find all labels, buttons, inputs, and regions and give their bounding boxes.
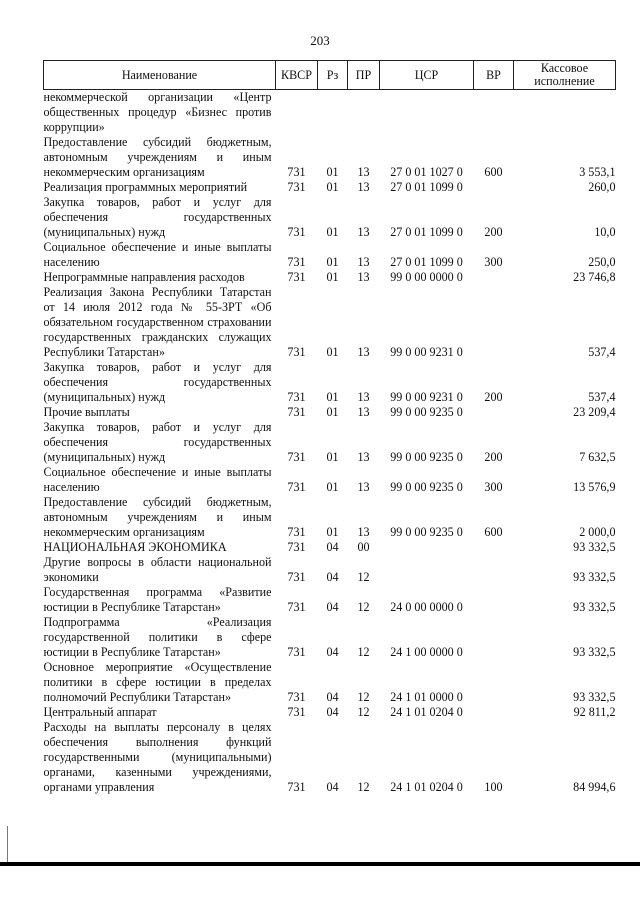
cell-csr: 27 0 01 1099 0 [390, 225, 463, 239]
cell-pr: 12 [357, 570, 370, 584]
cell-csr: 99 0 00 9231 0 [390, 390, 463, 404]
cell-amount: 93 332,5 [573, 645, 616, 659]
table-row [44, 195, 616, 240]
cell-pr: 12 [357, 645, 370, 659]
cell-name: Государственная программа «Развитие юстиции в Республике Татарстан» [43, 585, 272, 614]
cell-vr: 300 [484, 480, 503, 494]
cell-name: Прочие выплаты [43, 405, 130, 419]
cell-vr [474, 555, 514, 585]
cell-pr: 13 [357, 525, 370, 539]
cell-pr: 13 [357, 255, 370, 269]
header-vr: ВР [474, 61, 514, 90]
cell-pr: 00 [357, 540, 370, 554]
table-row [44, 615, 616, 660]
cell-pr [348, 90, 380, 136]
cell-vr: 200 [484, 450, 503, 464]
table-row [44, 135, 616, 180]
cell-rz: 01 [326, 225, 339, 239]
cell-vr: 200 [484, 390, 503, 404]
cell-kvsr: 731 [287, 480, 306, 494]
cell-amount: 250,0 [588, 255, 616, 269]
cell-pr: 13 [357, 480, 370, 494]
cell-pr: 13 [357, 450, 370, 464]
table-row [44, 360, 616, 405]
table-body [44, 90, 616, 796]
cell-pr: 12 [357, 705, 370, 719]
cell-rz: 01 [326, 345, 339, 359]
cell-rz: 04 [326, 600, 339, 614]
cell-amount: 93 332,5 [573, 690, 616, 704]
cell-kvsr: 731 [287, 405, 306, 419]
cell-csr: 24 1 01 0204 0 [390, 705, 463, 719]
cell-name: Реализация Закона Республики Татарстан от 14 июля 2012 года № 55-ЗРТ «Об обязательном государственном страховании государственных гражданских служащих Республики Татарстан» [43, 285, 272, 359]
cell-kvsr: 731 [287, 645, 306, 659]
cell-kvsr [276, 90, 318, 136]
cell-csr: 27 0 01 1027 0 [390, 165, 463, 179]
cell-name: Предоставление субсидий бюджетным, автономным учреждениям и иным некоммерческим организациям [43, 495, 272, 539]
cell-rz: 04 [326, 645, 339, 659]
cell-rz: 04 [326, 780, 339, 794]
cell-name: Закупка товаров, работ и услуг для обеспечения государственных (муниципальных) нужд [43, 360, 272, 404]
cell-csr: 24 0 00 0000 0 [390, 600, 463, 614]
cell-kvsr: 731 [287, 570, 306, 584]
cell-kvsr: 731 [287, 450, 306, 464]
cell-amount: 10,0 [594, 225, 616, 239]
cell-rz: 01 [326, 450, 339, 464]
cell-rz: 01 [326, 255, 339, 269]
cell-rz: 01 [326, 480, 339, 494]
cell-csr: 27 0 01 1099 0 [390, 255, 463, 269]
cell-amount: 537,4 [588, 345, 616, 359]
cell-name: Реализация программных мероприятий [43, 180, 248, 194]
cell-kvsr: 731 [287, 525, 306, 539]
cell-name: Социальное обеспечение и иные выплаты населению [43, 240, 272, 269]
cell-vr [474, 90, 514, 136]
table-row [44, 720, 616, 795]
cell-csr: 99 0 00 9235 0 [390, 480, 463, 494]
cell-name: Расходы на выплаты персоналу в целях обеспечения выполнения функций государственными (муниципальными) органами, казенными учреждениями, органами управления [43, 720, 272, 794]
cell-amount: 84 994,6 [573, 780, 616, 794]
cell-kvsr: 731 [287, 690, 306, 704]
cell-csr: 24 1 01 0000 0 [390, 690, 463, 704]
table-row [44, 540, 616, 555]
cell-amount: 3 553,1 [579, 165, 616, 179]
cell-name: Основное мероприятие «Осуществление политики в сфере юстиции в пределах полномочий Республики Татарстан» [43, 660, 272, 704]
cell-pr: 12 [357, 780, 370, 794]
cell-kvsr: 731 [287, 180, 306, 194]
cell-pr: 13 [357, 390, 370, 404]
cell-csr: 27 0 01 1099 0 [390, 180, 463, 194]
cell-vr [474, 615, 514, 660]
cell-vr: 300 [484, 255, 503, 269]
cell-rz: 01 [326, 405, 339, 419]
cell-name: Социальное обеспечение и иные выплаты населению [43, 465, 272, 494]
cell-kvsr: 731 [287, 270, 306, 284]
cell-rz: 04 [326, 690, 339, 704]
cell-vr [474, 660, 514, 705]
cell-kvsr: 731 [287, 255, 306, 269]
cell-csr [380, 90, 474, 136]
table-header-row [44, 61, 616, 90]
table-row [44, 180, 616, 195]
cell-pr: 13 [357, 165, 370, 179]
cell-name: Центральный аппарат [43, 705, 157, 719]
table-row [44, 705, 616, 720]
scan-bottom-border [0, 862, 640, 866]
cell-amount: 2 000,0 [579, 525, 616, 539]
cell-vr [474, 405, 514, 420]
cell-rz: 01 [326, 270, 339, 284]
table-row [44, 465, 616, 495]
table-row [44, 270, 616, 285]
cell-csr [380, 555, 474, 585]
cell-amount: 93 332,5 [573, 600, 616, 614]
cell-kvsr: 731 [287, 390, 306, 404]
cell-pr: 13 [357, 405, 370, 419]
cell-name: Другие вопросы в области национальной экономики [43, 555, 272, 584]
cell-amount: 7 632,5 [579, 450, 616, 464]
cell-vr [474, 585, 514, 615]
cell-csr: 99 0 00 9235 0 [390, 450, 463, 464]
cell-pr: 13 [357, 225, 370, 239]
cell-rz: 04 [326, 705, 339, 719]
cell-name: Предоставление субсидий бюджетным, автономным учреждениям и иным некоммерческим организациям [43, 135, 272, 179]
cell-csr: 99 0 00 9235 0 [390, 405, 463, 419]
cell-rz: 01 [326, 390, 339, 404]
cell-name: Закупка товаров, работ и услуг для обеспечения государственных (муниципальных) нужд [43, 420, 272, 464]
header-rz: Рз [318, 61, 348, 90]
header-csr: ЦСР [380, 61, 474, 90]
cell-vr [474, 180, 514, 195]
cell-amount: 13 576,9 [573, 480, 616, 494]
cell-csr: 24 1 01 0204 0 [390, 780, 463, 794]
budget-table [43, 60, 616, 795]
cell-kvsr: 731 [287, 600, 306, 614]
cell-rz: 01 [326, 165, 339, 179]
cell-kvsr: 731 [287, 345, 306, 359]
table-row [44, 585, 616, 615]
cell-pr: 13 [357, 180, 370, 194]
cell-name: НАЦИОНАЛЬНАЯ ЭКОНОМИКА [43, 540, 227, 554]
table-row [44, 90, 616, 136]
cell-rz [318, 90, 348, 136]
table-row [44, 660, 616, 705]
scan-edge-mark [7, 826, 8, 862]
table-row [44, 240, 616, 270]
cell-csr [380, 540, 474, 555]
cell-vr: 100 [484, 780, 503, 794]
cell-kvsr: 731 [287, 705, 306, 719]
cell-vr [474, 705, 514, 720]
header-name: Наименование [44, 61, 276, 90]
header-kvsr: КВСР [276, 61, 318, 90]
cell-amount [514, 90, 616, 136]
cell-vr: 600 [484, 525, 503, 539]
cell-vr [474, 270, 514, 285]
cell-kvsr: 731 [287, 225, 306, 239]
table-row [44, 555, 616, 585]
cell-csr: 24 1 00 0000 0 [390, 645, 463, 659]
cell-pr: 12 [357, 600, 370, 614]
cell-vr [474, 540, 514, 555]
cell-rz: 01 [326, 180, 339, 194]
cell-kvsr: 731 [287, 540, 306, 554]
cell-rz: 04 [326, 540, 339, 554]
cell-name: некоммерческой организации «Центр общественных процедур «Бизнес против коррупции» [43, 90, 272, 134]
cell-name: Непрограммные направления расходов [43, 270, 245, 284]
cell-amount: 23 746,8 [573, 270, 616, 284]
cell-amount: 93 332,5 [573, 570, 616, 584]
cell-amount: 260,0 [588, 180, 616, 194]
cell-pr: 13 [357, 270, 370, 284]
cell-csr: 99 0 00 9235 0 [390, 525, 463, 539]
cell-amount: 93 332,5 [573, 540, 616, 554]
cell-rz: 01 [326, 525, 339, 539]
cell-amount: 92 811,2 [573, 705, 616, 719]
table-row [44, 495, 616, 540]
cell-vr: 600 [484, 165, 503, 179]
cell-vr [474, 285, 514, 360]
table-row [44, 285, 616, 360]
header-pr: ПР [348, 61, 380, 90]
cell-kvsr: 731 [287, 780, 306, 794]
cell-amount: 23 209,4 [573, 405, 616, 419]
cell-name: Подпрограмма «Реализация государственной политики в сфере юстиции в Республике Татарстан» [43, 615, 272, 659]
cell-amount: 537,4 [588, 390, 616, 404]
cell-name: Закупка товаров, работ и услуг для обеспечения государственных (муниципальных) нужд [43, 195, 272, 239]
table-row [44, 405, 616, 420]
table-row [44, 420, 616, 465]
cell-pr: 13 [357, 345, 370, 359]
cell-vr: 200 [484, 225, 503, 239]
cell-csr: 99 0 00 0000 0 [390, 270, 463, 284]
header-amount: Кассовое исполнение [514, 61, 616, 90]
cell-kvsr: 731 [287, 165, 306, 179]
page-number: 203 [310, 33, 330, 48]
cell-pr: 12 [357, 690, 370, 704]
cell-rz: 04 [326, 570, 339, 584]
cell-csr: 99 0 00 9231 0 [390, 345, 463, 359]
